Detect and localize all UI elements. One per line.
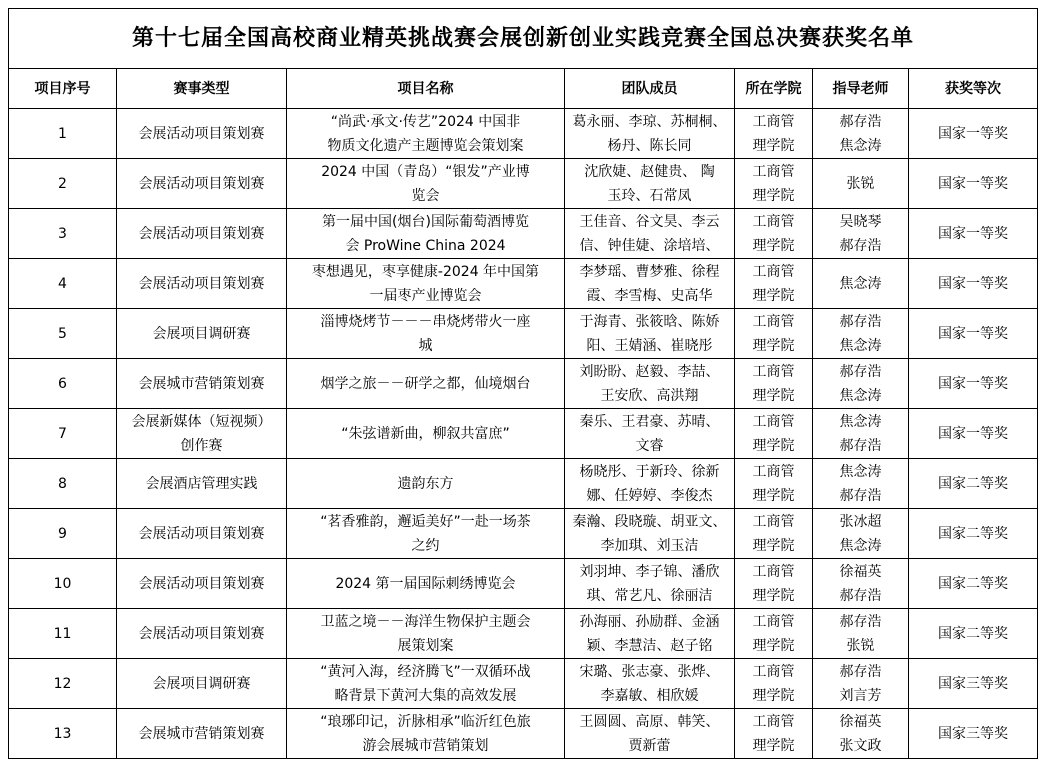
cell-award-line: 国家二等奖 [938,575,1008,592]
cell-no-line: 7 [58,425,67,442]
cell-college-line: 理学院 [752,287,795,304]
cell-type [117,559,287,609]
cell-members-line: 宋璐、张志豪、张烨、 [579,663,720,680]
cell-advisor [813,409,909,459]
table-row [9,309,1038,359]
cell-type [117,609,287,659]
cell-members-line: 王圆圆、高原、韩笑、 [579,713,720,730]
cell-award [909,409,1038,459]
cell-members [565,159,735,209]
table-row [9,459,1038,509]
cell-award-line: 国家二等奖 [938,525,1008,542]
cell-award-line: 国家一等奖 [938,225,1008,242]
cell-no-line: 1 [58,125,67,142]
cell-members-line: 李嘉敏、相欣媛 [600,687,699,704]
cell-college [735,409,813,459]
cell-advisor [813,609,909,659]
page-title: 第十七届全国高校商业精英挑战赛会展创新创业实践竞赛全国总决赛获奖名单 [9,9,1038,69]
cell-type [117,209,287,259]
cell-award [909,609,1038,659]
cell-name-line: “朱弦谱新曲，柳叙共富庶” [341,425,510,442]
cell-no [9,559,117,609]
cell-college-line: 工商管 [752,663,795,680]
cell-name-line: 淄博烧烤节－－－串烧烤带火一座 [320,313,531,330]
cell-award [909,659,1038,709]
cell-advisor [813,259,909,309]
cell-type-line: 会展酒店管理实践 [145,475,258,492]
cell-advisor [813,209,909,259]
cell-members-line: 李梦瑶、曹梦雅、徐程 [579,263,720,280]
cell-award-line: 国家二等奖 [938,475,1008,492]
cell-type-line: 会展活动项目策划赛 [138,125,265,142]
cell-members [565,559,735,609]
cell-advisor-line: 焦念涛 [839,463,882,480]
cell-college [735,709,813,759]
cell-college-line: 工商管 [752,713,795,730]
header-award: 获奖等次 [909,69,1038,109]
header-no: 项目序号 [9,69,117,109]
cell-advisor-line: 吴晓琴 [839,213,882,230]
table-row [9,409,1038,459]
table-row [9,659,1038,709]
table-row [9,159,1038,209]
cell-no-line: 12 [53,675,72,692]
cell-college-line: 工商管 [752,563,795,580]
cell-name [287,609,565,659]
cell-members-line: 杨丹、陈长同 [607,137,692,154]
cell-advisor-line: 郝存浩 [839,487,882,504]
cell-award-line: 国家一等奖 [938,125,1008,142]
cell-college [735,209,813,259]
cell-advisor-line: 郝存浩 [839,437,882,454]
cell-advisor-line: 徐福英 [839,713,882,730]
cell-type-line: 会展新媒体（短视频） [131,413,272,430]
cell-award [909,159,1038,209]
cell-advisor-line: 徐福英 [839,563,882,580]
cell-advisor [813,709,909,759]
cell-college-line: 理学院 [752,137,795,154]
cell-type [117,159,287,209]
cell-members [565,659,735,709]
cell-type [117,309,287,359]
cell-no [9,159,117,209]
cell-members-line: 颖、李慧洁、赵子铭 [586,637,713,654]
cell-members-line: 信、钟佳婕、涂培培、 [579,237,720,254]
cell-no-line: 9 [58,525,67,542]
header-type: 赛事类型 [117,69,287,109]
cell-members-line: 孙海丽、孙励群、金涵 [579,613,720,630]
cell-type [117,459,287,509]
cell-type-line: 会展城市营销策划赛 [138,375,265,392]
cell-members-line: 王安欣、高洪翔 [600,387,699,404]
table-row [9,259,1038,309]
cell-advisor-line: 郝存浩 [839,313,882,330]
cell-award [909,709,1038,759]
cell-name-line: 第一届中国(烟台)国际葡萄酒博览 [322,213,529,230]
cell-name-line: 会 ProWine China 2024 [345,237,506,254]
cell-college-line: 理学院 [752,687,795,704]
cell-type-line: 会展活动项目策划赛 [138,275,265,292]
cell-no-line: 5 [58,325,67,342]
cell-members-line: 葛永丽、李琼、苏桐桐、 [572,113,727,130]
cell-award [909,359,1038,409]
cell-members [565,259,735,309]
cell-members-line: 文睿 [635,437,664,454]
header-row [9,69,1038,109]
cell-members-line: 秦瀚、段晓璇、胡亚文、 [572,513,727,530]
cell-college-line: 理学院 [752,637,795,654]
cell-college-line: 工商管 [752,463,795,480]
cell-advisor-line: 张锐 [846,637,875,654]
cell-name-line: 烟学之旅－－研学之都，仙境烟台 [320,375,531,392]
table-row [9,209,1038,259]
cell-name [287,659,565,709]
cell-name [287,159,565,209]
cell-no [9,409,117,459]
cell-college [735,459,813,509]
cell-no [9,259,117,309]
cell-advisor [813,559,909,609]
table-row [9,709,1038,759]
cell-award [909,559,1038,609]
cell-type-line: 会展城市营销策划赛 [138,725,265,742]
cell-college [735,509,813,559]
cell-award-line: 国家一等奖 [938,175,1008,192]
cell-name [287,459,565,509]
cell-members-line: 玉玲、石常凤 [607,187,692,204]
cell-advisor-line: 焦念涛 [839,537,882,554]
cell-name-line: 城 [418,337,433,354]
cell-advisor-line: 焦念涛 [839,275,882,292]
award-list-sheet [8,8,1037,759]
cell-award-line: 国家一等奖 [938,275,1008,292]
cell-members [565,509,735,559]
cell-award [909,459,1038,509]
cell-award [909,209,1038,259]
cell-members-line: 杨晓彤、于新玲、徐新 [579,463,720,480]
cell-college-line: 理学院 [752,187,795,204]
cell-name-line: 2024 第一届国际刺绣博览会 [335,575,516,592]
cell-no [9,309,117,359]
cell-no-line: 3 [58,225,67,242]
cell-award-line: 国家一等奖 [938,375,1008,392]
cell-advisor-line: 张锐 [846,175,875,192]
table-row [9,559,1038,609]
cell-college [735,609,813,659]
cell-advisor [813,459,909,509]
cell-award [909,259,1038,309]
cell-members [565,309,735,359]
cell-members-line: 沈欣婕、赵健贵、 陶 [584,163,715,180]
cell-name [287,209,565,259]
cell-type-line: 会展活动项目策划赛 [138,175,265,192]
cell-name [287,359,565,409]
cell-college-line: 理学院 [752,587,795,604]
cell-members-line: 阳、王婧涵、崔晓彤 [586,337,713,354]
cell-award [909,109,1038,159]
cell-name-line: 展策划案 [397,637,454,654]
cell-name-line: 之约 [411,537,440,554]
cell-college-line: 理学院 [752,387,795,404]
table-row [9,609,1038,659]
cell-name [287,509,565,559]
cell-members [565,209,735,259]
cell-college-line: 工商管 [752,413,795,430]
cell-college-line: 工商管 [752,113,795,130]
cell-advisor [813,509,909,559]
cell-advisor-line: 焦念涛 [839,337,882,354]
table-row [9,109,1038,159]
cell-college-line: 理学院 [752,737,795,754]
cell-type [117,709,287,759]
cell-members-line: 王佳音、谷文昊、李云 [579,213,720,230]
cell-no-line: 10 [53,575,72,592]
table-row [9,359,1038,409]
cell-no-line: 4 [58,275,67,292]
cell-type-line: 创作赛 [180,437,223,454]
cell-college-line: 工商管 [752,163,795,180]
cell-name [287,559,565,609]
cell-type-line: 会展活动项目策划赛 [138,575,265,592]
cell-name-line: 一届枣产业博览会 [369,287,482,304]
cell-award-line: 国家三等奖 [938,675,1008,692]
cell-no [9,509,117,559]
cell-type [117,259,287,309]
cell-advisor [813,159,909,209]
cell-advisor-line: 郝存浩 [839,587,882,604]
cell-advisor-line: 焦念涛 [839,413,882,430]
cell-members-line: 娜、任婷婷、李俊杰 [586,487,713,504]
cell-name-line: “尚武·承文·传艺”2024 中国非 [330,113,521,130]
cell-advisor-line: 焦念涛 [839,137,882,154]
cell-members-line: 于海青、张筱晗、陈娇 [579,313,720,330]
cell-name-line: 2024 中国（青岛）“银发”产业博 [321,163,530,180]
cell-members-line: 琪、常艺凡、徐丽洁 [586,587,713,604]
cell-college-line: 工商管 [752,613,795,630]
cell-no [9,459,117,509]
cell-advisor-line: 张文政 [839,737,882,754]
cell-members [565,409,735,459]
cell-type-line: 会展活动项目策划赛 [138,525,265,542]
cell-award-line: 国家三等奖 [938,725,1008,742]
cell-advisor-line: 张冰超 [839,513,882,530]
cell-college [735,109,813,159]
cell-no [9,659,117,709]
cell-members-line: 秦乐、王君豪、苏晴、 [579,413,720,430]
cell-name-line: 游会展城市营销策划 [362,737,489,754]
cell-name-line: 物质文化遗产主题博览会策划案 [327,137,524,154]
cell-advisor-line: 郝存浩 [839,237,882,254]
cell-no [9,609,117,659]
cell-no [9,109,117,159]
cell-award-line: 国家一等奖 [938,425,1008,442]
cell-college-line: 工商管 [752,513,795,530]
cell-advisor [813,659,909,709]
cell-college-line: 理学院 [752,537,795,554]
cell-name-line: “茗香雅韵，邂逅美好”一赴一场茶 [320,513,531,530]
cell-college-line: 理学院 [752,337,795,354]
cell-college-line: 理学院 [752,487,795,504]
cell-type [117,509,287,559]
cell-members-line: 贾新蕾 [628,737,671,754]
cell-name-line: 枣想遇见，枣享健康-2024 年中国第 [311,263,540,280]
cell-members [565,609,735,659]
cell-name-line: “琅琊印记，沂脉相承”临沂红色旅 [320,713,531,730]
cell-advisor-line: 郝存浩 [839,613,882,630]
cell-no-line: 6 [58,375,67,392]
cell-members [565,359,735,409]
cell-name [287,309,565,359]
cell-award [909,509,1038,559]
cell-name [287,709,565,759]
cell-no-line: 8 [58,475,67,492]
cell-no-line: 2 [58,175,67,192]
cell-name [287,259,565,309]
cell-no [9,359,117,409]
cell-members-line: 刘羽坤、李子锦、潘欣 [579,563,720,580]
cell-name [287,109,565,159]
cell-advisor-line: 刘言芳 [839,687,882,704]
cell-no [9,209,117,259]
cell-name-line: 览会 [411,187,440,204]
cell-type-line: 会展项目调研赛 [152,675,251,692]
cell-members [565,109,735,159]
cell-college-line: 理学院 [752,237,795,254]
cell-advisor-line: 郝存浩 [839,363,882,380]
cell-award [909,309,1038,359]
cell-advisor [813,359,909,409]
cell-college [735,359,813,409]
cell-name-line: 略背景下黄河大集的高效发展 [334,687,517,704]
cell-advisor-line: 郝存浩 [839,113,882,130]
cell-college [735,309,813,359]
cell-name [287,409,565,459]
cell-advisor-line: 郝存浩 [839,663,882,680]
cell-type [117,659,287,709]
cell-type [117,409,287,459]
header-members: 团队成员 [565,69,735,109]
cell-type-line: 会展项目调研赛 [152,325,251,342]
cell-type [117,359,287,409]
cell-no [9,709,117,759]
cell-name-line: 卫蓝之境－－海洋生物保护主题会 [320,613,531,630]
cell-advisor [813,309,909,359]
cell-type [117,109,287,159]
header-name: 项目名称 [287,69,565,109]
cell-award-line: 国家二等奖 [938,625,1008,642]
cell-college [735,159,813,209]
cell-college-line: 理学院 [752,437,795,454]
cell-members-line: 霞、李雪梅、史高华 [586,287,713,304]
cell-type-line: 会展活动项目策划赛 [138,225,265,242]
cell-college [735,659,813,709]
cell-college-line: 工商管 [752,313,795,330]
award-table [8,8,1038,759]
cell-members [565,459,735,509]
cell-college-line: 工商管 [752,263,795,280]
cell-no-line: 13 [53,725,72,742]
cell-college-line: 工商管 [752,363,795,380]
cell-name-line: “黄河入海，经济腾飞”一双循环战 [320,663,531,680]
cell-name-line: 遗韵东方 [397,475,454,492]
cell-college [735,259,813,309]
header-college: 所在学院 [735,69,813,109]
cell-members-line: 刘盼盼、赵毅、李喆、 [579,363,720,380]
cell-type-line: 会展活动项目策划赛 [138,625,265,642]
table-row [9,509,1038,559]
header-advisor: 指导老师 [813,69,909,109]
cell-members-line: 李加琪、刘玉洁 [600,537,699,554]
cell-advisor-line: 焦念涛 [839,387,882,404]
cell-members [565,709,735,759]
cell-college [735,559,813,609]
cell-advisor [813,109,909,159]
cell-award-line: 国家一等奖 [938,325,1008,342]
cell-no-line: 11 [53,625,72,642]
cell-college-line: 工商管 [752,213,795,230]
